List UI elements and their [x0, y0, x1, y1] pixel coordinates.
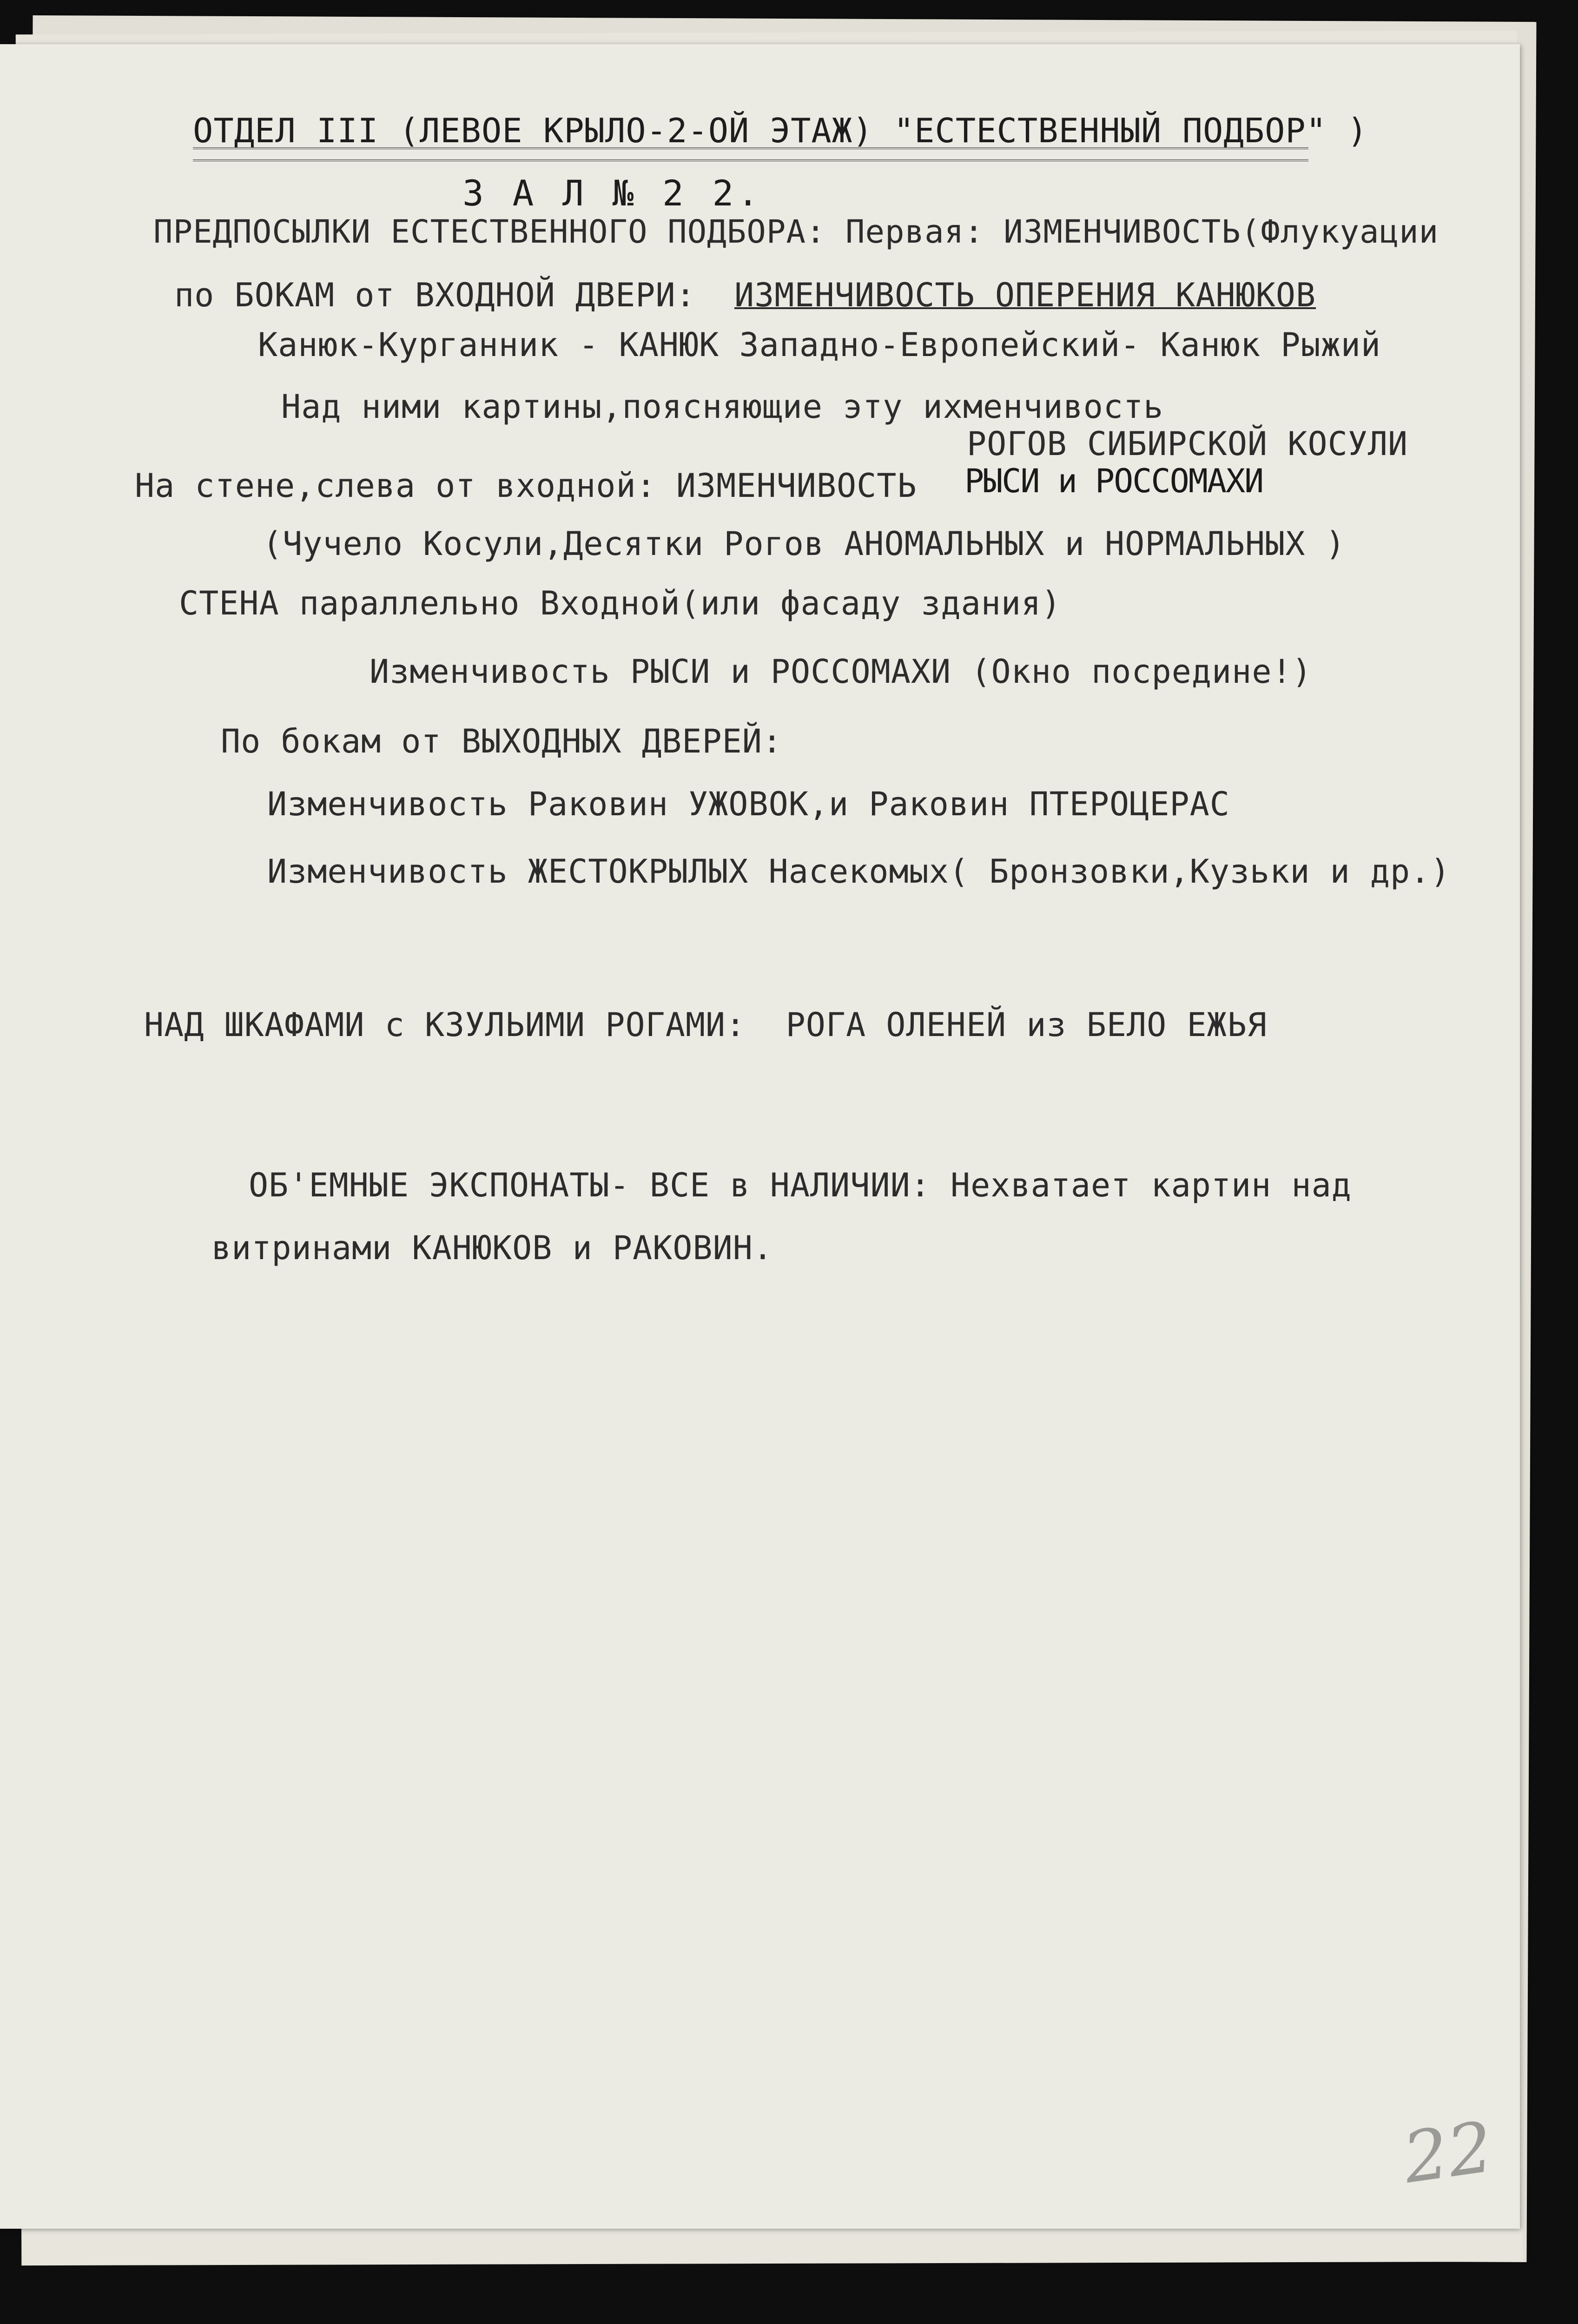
- text-line-3: Канюк-Курганник - КАНЮК Западно-Европейский- Канюк Рыжий: [258, 326, 1381, 364]
- text-line-6: (Чучело Косули,Десятки Рогов АНОМАЛЬНЫХ и НОРМАЛЬНЫХ ): [263, 525, 1346, 563]
- section-heading: ОТДЕЛ III (ЛЕВОЕ КРЫЛО-2-ОЙ ЭТАЖ) "ЕСТЕСТВЕННЫЙ ПОДБОР" ): [193, 111, 1368, 150]
- hall-number: З А Л № 2 2.: [462, 172, 763, 214]
- text-line-11: Изменчивость ЖЕСТОКРЫЛЫХ Насекомых( Бронзовки,Кузьки и др.): [267, 852, 1451, 891]
- typewritten-page: [0, 44, 1520, 2229]
- text-line-10: Изменчивость Раковин УЖОВОК,и Раковин ПТЕРОЦЕРАС: [267, 785, 1230, 823]
- text-line-4: Над ними картины,поясняющие эту ихменчивость: [281, 388, 1164, 426]
- text-line-2-underlined: ИЗМЕНЧИВОСТЬ ОПЕРЕНИЯ КАНЮКОВ: [734, 276, 1316, 314]
- text-line-13: ОБ'ЕМНЫЕ ЭКСПОНАТЫ- ВСЕ в НАЛИЧИИ: Нехватает картин над: [249, 1166, 1352, 1204]
- text-line-9: По бокам от ВЫХОДНЫХ ДВЕРЕЙ:: [221, 722, 783, 760]
- text-line-1: ПРЕДПОСЫЛКИ ЕСТЕСТВЕННОГО ПОДБОРА: Первая: ИЗМЕНЧИВОСТЬ(Флукуации: [153, 213, 1439, 251]
- text-line-7: СТЕНА параллельно Входной(или фасаду здания): [179, 584, 1062, 622]
- text-line-4-insert: РОГОВ СИБИРСКОЙ КОСУЛИ: [967, 425, 1408, 463]
- text-line-14: витринами КАНЮКОВ и РАКОВИН.: [211, 1229, 773, 1267]
- text-line-5: На стене,слева от входной: ИЗМЕНЧИВОСТЬ: [135, 467, 917, 505]
- handwritten-page-number: 22: [1398, 2106, 1498, 2199]
- text-line-8: Изменчивость РЫСИ и РОССОМАХИ (Окно посредине!): [370, 653, 1312, 691]
- text-line-12: НАД ШКАФАМИ с КЗУЛЬИМИ РОГАМИ: РОГА ОЛЕНЕЙ из БЕЛО ЕЖЬЯ: [144, 1006, 1268, 1044]
- text-line-2: по БОКАМ от ВХОДНОЙ ДВЕРИ:: [174, 276, 696, 314]
- struck-out-text: РЫСИ и РОССОМАХИ: [964, 462, 1263, 500]
- heading-rule: [193, 147, 1308, 161]
